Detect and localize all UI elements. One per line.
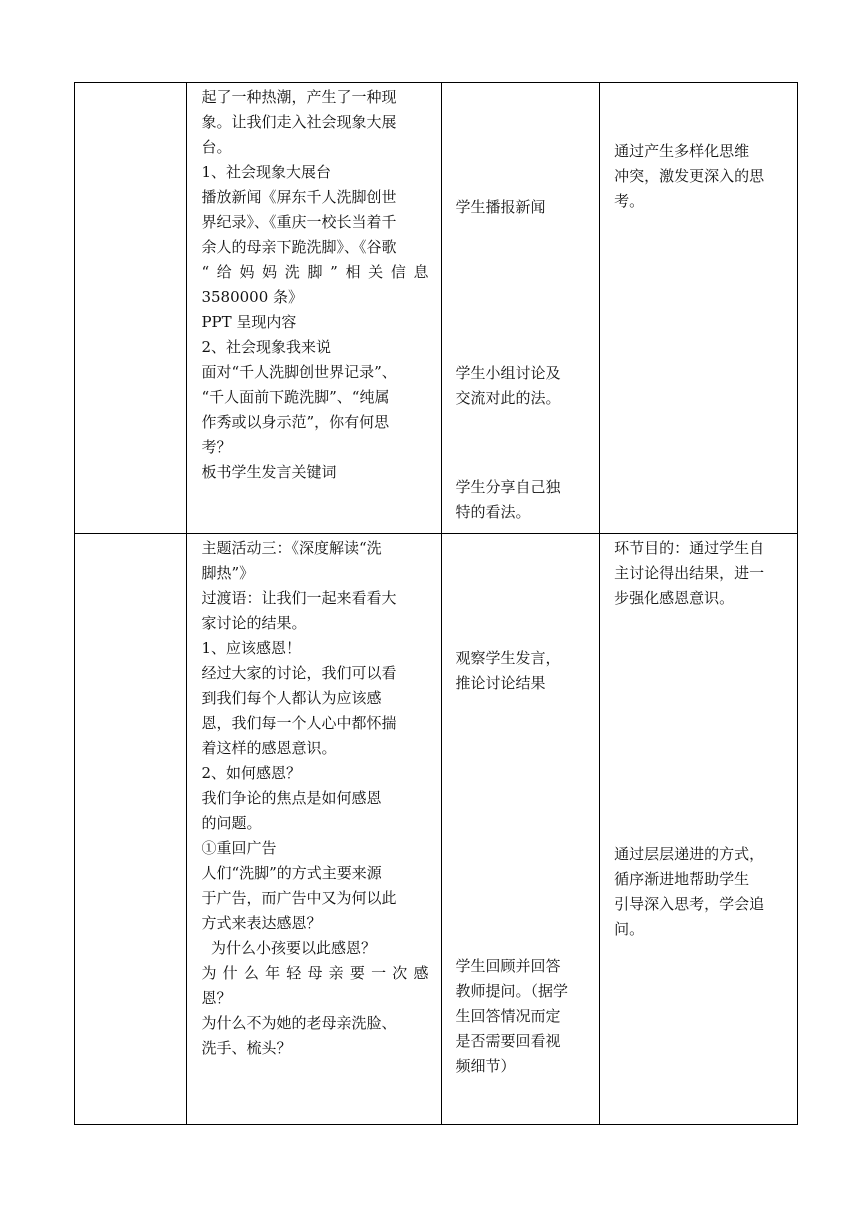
text-line: 家讨论的结果。 [201, 614, 307, 632]
text-line: 主题活动三：《深度解读“洗 [201, 539, 382, 557]
text-line: 经过大家的讨论，我们可以看 [201, 664, 397, 682]
text-line: 生回答情况而定 [455, 1007, 561, 1025]
text-line: 2、如何感恩？ [201, 764, 301, 782]
table-row [75, 534, 798, 1125]
text-line: 学生分享自己独 [455, 478, 561, 496]
text-line: 学生小组讨论及 [455, 364, 561, 382]
design-intent-cell [600, 534, 798, 1125]
teacher-activity-text [187, 85, 440, 485]
text-line: 推论讨论结果 [455, 674, 546, 692]
text-line: 面对“千人洗脚创世界记录”、 [201, 363, 397, 381]
text-line: 脚热”》 [201, 564, 255, 582]
text-line: 是否需要回看视 [455, 1032, 561, 1050]
student-activity-text [442, 475, 600, 525]
text-line: 于广告，而广告中又为何以此 [201, 889, 397, 907]
text-line: 问。 [614, 920, 645, 938]
text-line: PPT 呈现内容 [201, 313, 297, 331]
text-line: 起了一种热潮，产生了一种现 [201, 88, 397, 106]
text-line: 恩，我们每一个人心中都怀揣 [201, 714, 397, 732]
teacher-activity-cell [187, 83, 441, 534]
text-line: ①重回广告 [201, 839, 277, 857]
text-line: 为什么不为她的老母亲洗脸、 [201, 1014, 397, 1032]
text-line: 作秀或以身示范”，你有何思 [201, 413, 390, 431]
teacher-activity-cell [187, 534, 441, 1125]
student-activity-cell [441, 534, 600, 1125]
blank-cell [75, 534, 187, 1125]
text-line: 3580000 条》 [201, 288, 304, 306]
design-intent-text [600, 842, 797, 942]
text-line: 我们争论的焦点是如何感恩 [201, 789, 382, 807]
text-line: 频细节） [455, 1057, 516, 1075]
blank-cell [75, 83, 187, 534]
text-line: 主讨论得出结果，进一 [614, 564, 765, 582]
student-activity-text [442, 954, 600, 1079]
text-line: 考？ [201, 438, 232, 456]
student-activity-text [442, 646, 600, 696]
table-row [75, 83, 798, 534]
text-line: 学生播报新闻 [455, 198, 546, 216]
text-line: 引导深入思考，学会追 [614, 895, 765, 913]
student-activity-cell [441, 83, 600, 534]
text-line: 特的看法。 [455, 503, 531, 521]
text-line: 余人的母亲下跪洗脚》、《谷歌 [201, 238, 397, 256]
text-line: 考。 [614, 192, 645, 210]
text-line: “千人面前下跪洗脚”、“纯属 [201, 388, 390, 406]
design-intent-text [600, 139, 797, 214]
text-line: 为什么年轻母亲要一次感 [201, 964, 429, 982]
text-line: 着这样的感恩意识。 [201, 739, 337, 757]
text-line: 观察学生发言， [455, 649, 561, 667]
teacher-activity-text [187, 536, 440, 1061]
text-line: 方式来表达感恩？ [201, 914, 322, 932]
text-line: 到我们每个人都认为应该感 [201, 689, 382, 707]
text-line: 冲突，激发更深入的思 [614, 167, 765, 185]
text-line: 过渡语：让我们一起来看看大 [201, 589, 397, 607]
text-line: 洗手、梳头？ [201, 1039, 292, 1057]
text-line: 2、社会现象我来说 [201, 338, 331, 356]
text-line: 步强化感恩意识。 [614, 589, 735, 607]
text-line: 循序渐进地帮助学生 [614, 870, 750, 888]
text-line: 为什么小孩要以此感恩？ [201, 939, 376, 957]
text-line: “给妈妈洗脚”相关信息 [201, 263, 429, 281]
student-activity-text [442, 195, 600, 220]
text-line: 台。 [201, 138, 232, 156]
text-line: 教师提问。（据学 [455, 982, 569, 1000]
lesson-plan-table [74, 82, 798, 1125]
text-line: 环节目的：通过学生自 [614, 539, 765, 557]
text-line: 的问题。 [201, 814, 262, 832]
text-line: 1、社会现象大展台 [201, 163, 331, 181]
text-line: 通过层层递进的方式， [614, 845, 765, 863]
text-line: 学生回顾并回答 [455, 957, 561, 975]
text-line: 人们“洗脚”的方式主要来源 [201, 864, 382, 882]
text-line: 交流对此的法。 [455, 389, 561, 407]
text-line: 播放新闻《屏东千人洗脚创世 [201, 188, 397, 206]
text-line: 恩？ [201, 989, 232, 1007]
text-line: 通过产生多样化思维 [614, 142, 750, 160]
text-line: 板书学生发言关键词 [201, 463, 337, 481]
text-line: 1、应该感恩！ [201, 639, 301, 657]
text-line: 界纪录》、《重庆一校长当着千 [201, 213, 397, 231]
design-intent-cell [600, 83, 798, 534]
design-intent-text [600, 536, 797, 611]
student-activity-text [442, 361, 600, 411]
text-line: 象。让我们走入社会现象大展 [201, 113, 397, 131]
